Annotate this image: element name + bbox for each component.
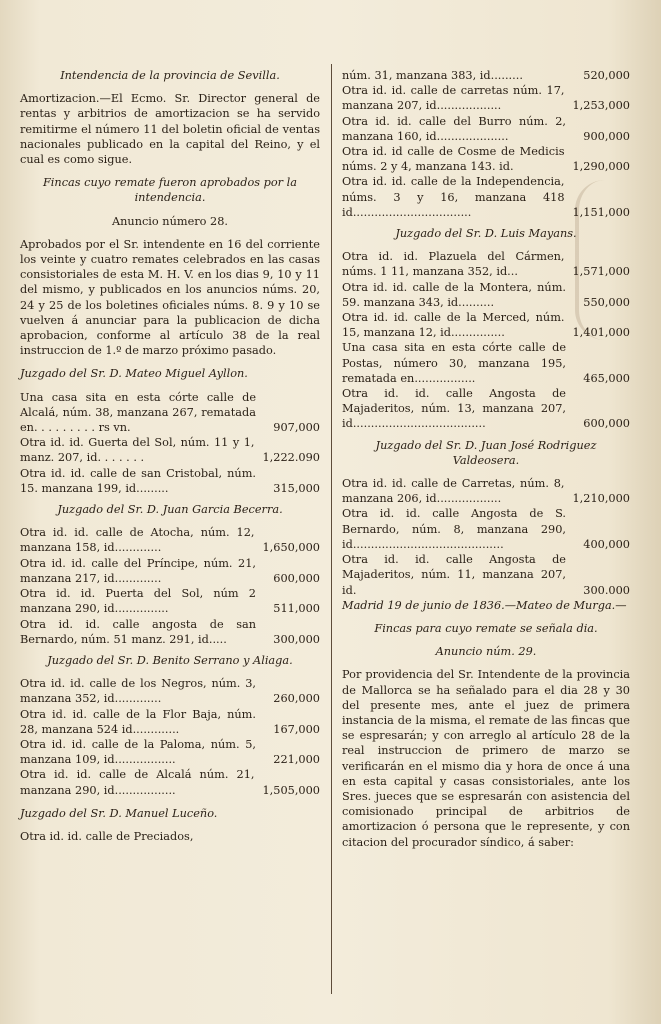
list-item: Otra id. id. calle de la Merced, núm. 15, manzana 12, id............... 1,401,000: [342, 311, 630, 340]
intendencia-heading: Intendencia de la provincia de Sevilla.: [60, 69, 280, 82]
list-item: Otra id. id. calle del Burro núm. 2, manzana 160, id.................... 900,000: [342, 114, 630, 143]
juzgado-heading-3: Juzgado del Sr. D. Benito Serrano y Aliaga.: [47, 653, 293, 667]
juzgado-heading-2: Juzgado del Sr. D. Juan Garcia Becerra.: [57, 503, 283, 517]
list-item: Otra id. id. calle Angosta de Majaderitos, núm. 11, manzana 207, id. 300.000: [342, 553, 630, 597]
list-item: Otra id. id calle de Cosme de Medicis núms. 2 y 4, manzana 143. id. 1,290,000: [342, 145, 630, 174]
juzgado-1-list: [20, 390, 320, 496]
list-item: Otra id. id. calle de san Cristobal, núm. 15. manzana 199, id......... 315,000: [20, 466, 320, 495]
right-column: [342, 68, 630, 858]
list-item: Otra id. id. Puerta del Sol, núm 2 manzana 290, id............... 511,000: [20, 587, 320, 616]
list-item: Otra id. id. calle de Carretas, núm. 8, manzana 206, id.................. 1,210,000: [342, 477, 630, 506]
column-divider: [331, 64, 332, 994]
aprobados-paragraph: Aprobados por el Sr. intendente en 16 del corriente los veinte y cuatro remates celebrados en las casas consistoriales de esta M. H. V. en los dias 9, 10 y 11 del mismo, y publicados en los anuncios núms. 20, 24 y 25 de los boletines oficiales núms. 8. 9 y 10 se vuelven á anunciar para la publicacion de dicha aprobacion, conforme al artículo 38 de la real instruccion de 1.º de marzo próximo pasado.: [20, 237, 320, 358]
list-item: Otra id. id. Guerta del Sol, núm. 11 y 1, manz. 207, id. . . . . . . 1,222.090: [20, 436, 320, 465]
list-item: Una casa sita en esta córte calle de Postas, número 30, manzana 195, rematada en................. 465,000: [342, 341, 630, 385]
continuation-list: [342, 68, 630, 220]
juzgado-heading-5: Juzgado del Sr. D. Luis Mayans.: [395, 227, 577, 241]
juzgado-heading-6: Juzgado del Sr. D. Juan José Rodriguez Valdeosera.: [375, 438, 597, 467]
list-item: Otra id. id. calle del Príncipe, núm. 21, manzana 217, id............. 600,000: [20, 556, 320, 585]
list-item: Otra id. id. calle de la Flor Baja, núm. 28, manzana 524 id............. 167,000: [20, 707, 320, 736]
fincas-dia-heading: Fincas para cuyo remate se señala dia.: [374, 621, 598, 635]
list-item: Otra id. id. calle de la Independencia, núms. 3 y 16, manzana 418 id................................. 1,151,000: [342, 175, 630, 219]
list-item: Una casa sita en esta córte calle de Alcalá, núm. 38, manzana 267, rematada en. . . . . . . . . rs vn. 907,000: [20, 390, 320, 435]
intro-paragraph: Amortizacion.—El Ecmo. Sr. Director general de rentas y arbitrios de amortizacion se ha servido remitirme el número 11 del boletin oficial de ventas nacionales publicado en la capital del Reino, y el cual es como sigue.: [20, 92, 320, 167]
list-item: Otra id. id. calle de los Negros, núm. 3, manzana 352, id............. 260,000: [20, 677, 320, 706]
list-item: Otra id. id. calle de Atocha, núm. 12, manzana 158, id............. 1,650,000: [20, 526, 320, 555]
juzgado-5-list: [342, 249, 630, 431]
list-item: Otra id. id. calle angosta de san Bernardo, núm. 51 manz. 291, id..... 300,000: [20, 617, 320, 646]
list-item: Otra id. id. calle Angosta de Majaderitos, núm. 13, manzana 207, id..................................... 600,000: [342, 387, 630, 431]
juzgado-2-list: [20, 525, 320, 647]
fincas-heading: Fincas cuyo remate fueron aprobados por la intendencia.: [42, 176, 298, 205]
juzgado-heading-4: Juzgado del Sr. D. Manuel Luceño.: [20, 806, 218, 820]
anuncio-heading: Anuncio número 28.: [111, 214, 229, 228]
list-item: Otra id. id. Plazuela del Cármen, núms. 1 11, manzana 352, id... 1,571,000: [342, 250, 630, 279]
signature-line: Madrid 19 de junio de 1836.—Mateo de Murga.—: [342, 598, 627, 612]
left-column: [20, 62, 320, 852]
list-item: núm. 31, manzana 383, id......... 520,000: [342, 69, 630, 82]
last-line: Otra id. id. calle de Preciados,: [20, 829, 194, 843]
juzgado-3-list: [20, 676, 320, 798]
list-item: Otra id. id. calle de la Paloma, núm. 5, manzana 109, id................. 221,000: [20, 737, 320, 767]
anuncio-29-heading: Anuncio núm. 29.: [435, 645, 537, 659]
juzgado-heading-1: Juzgado del Sr. D. Mateo Miguel Ayllon.: [20, 367, 248, 381]
list-item: Otra id. id. calle de la Montera, núm. 59. manzana 343, id.......... 550,000: [342, 280, 630, 309]
list-item: Otra id. id. calle Angosta de S. Bernardo, núm. 8, manzana 290, id.......................................... 400,000: [342, 507, 630, 551]
providencia-paragraph: Por providencia del Sr. Intendente de la provincia de Mallorca se ha señalado para el dia 28 y 30 del presente mes, ante el juez de primera instancia de la misma, el remate de las fincas que se espresarán; y con arreglo al artículo 28 de la real instruccion de primero de marzo se verificarán en el mismo dia y hora de once á una en esta capital y casas consistoriales, ante los Sres. jueces que se espresarán con asistencia del comisionado principal de arbitrios de amortizacion ó persona que le represente, y con citacion del procurador síndico, á saber:: [342, 668, 630, 849]
list-item: Otra id. id. calle de Alcalá núm. 21, manzana 290, id................. 1,505,000: [20, 768, 320, 797]
list-item: Otra id. id. calle de carretas núm. 17, manzana 207, id.................. 1,253,000: [342, 84, 630, 113]
juzgado-6-list: [342, 476, 630, 598]
